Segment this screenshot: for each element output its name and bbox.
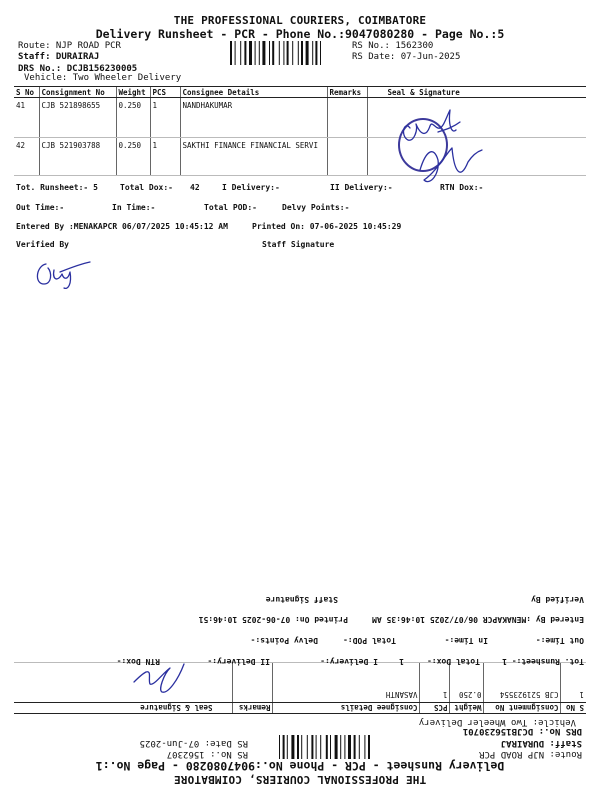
- col-consignment: Consignment No: [484, 703, 561, 714]
- staff-label: Staff: DURAIRAJ: [500, 738, 582, 748]
- total-pod-label: Total POD:-: [204, 203, 257, 212]
- col-seal: Seal & Signature: [367, 87, 586, 98]
- route-label: Route: NJP ROAD PCR: [18, 41, 121, 51]
- total-dox-label: Total Dox:-: [120, 183, 173, 192]
- col-consignee: Consignee Details: [180, 87, 327, 98]
- table-row: [14, 138, 586, 176]
- rs-date: RS Date: 07-Jun-2025: [352, 52, 461, 62]
- company-name: THE PROFESSIONAL COURIERS, COIMBATORE: [173, 773, 427, 786]
- cell-remarks: [327, 98, 367, 138]
- col-seal: Seal & Signature: [14, 703, 233, 714]
- total-pod-label: Total POD:-: [343, 636, 396, 645]
- rs-number: RS No.: 1562307: [166, 749, 248, 759]
- runsheet-title: Delivery Runsheet - PCR - Phone No.:9047080280 - Page No.:5: [95, 27, 505, 41]
- route-label: Route: NJP ROAD PCR: [479, 749, 582, 759]
- ii-delivery-label: II Delivery:-: [207, 657, 270, 666]
- col-pcs: PCS: [420, 703, 450, 714]
- col-consignee: Consignee Details: [273, 703, 420, 714]
- total-runsheet: Tot. Runsheet:- 5: [16, 183, 98, 192]
- printed-on: Printed On: 07-06-2025 10:46:51: [198, 615, 348, 624]
- col-sno: S No: [561, 703, 586, 714]
- printed-on: Printed On: 07-06-2025 10:45:29: [252, 222, 402, 231]
- col-sno: S No: [14, 87, 39, 98]
- col-weight: Weight: [450, 703, 484, 714]
- cell-consignment: CJB 521923554: [484, 663, 561, 703]
- delivery-points-label: Delvy Points:-: [250, 636, 318, 645]
- total-dox-value: 1: [399, 657, 404, 666]
- cell-remarks: [327, 138, 367, 176]
- rtn-dox-label: RTN Dox:-: [116, 657, 160, 666]
- staff-signature-label: Staff Signature: [262, 240, 335, 249]
- col-weight: Weight: [116, 87, 150, 98]
- staff-label: Staff: DURAIRAJ: [18, 52, 100, 62]
- company-name: THE PROFESSIONAL COURIERS, COIMBATORE: [173, 14, 427, 27]
- runsheet-page-1: [0, 400, 600, 800]
- rs-date: RS Date: 07-Jun-2025: [139, 738, 248, 748]
- cell-consignee: VASANTH: [273, 663, 420, 703]
- cell-consignee: NANDHAKUMAR: [180, 98, 327, 138]
- cell-weight: 0.250: [116, 138, 150, 176]
- cell-consignee: SAKTHI FINANCE FINANCIAL SERVI: [180, 138, 327, 176]
- cell-consignment: CJB 521898655: [39, 98, 116, 138]
- cell-consignment: CJB 521903788: [39, 138, 116, 176]
- cell-seal: [14, 663, 233, 703]
- drs-number: DRS No.: DCJB156230005: [18, 64, 138, 74]
- cell-sno: 1: [561, 663, 586, 703]
- drs-number: DRS No.: DCJB156230701: [462, 726, 582, 736]
- barcode-icon: [228, 40, 346, 66]
- entered-by: Entered By :MENAKAPCR 06/07/2025 10:46:35 AM: [372, 615, 584, 624]
- verified-by-label: Verified By: [531, 595, 584, 604]
- table-row: [14, 98, 586, 138]
- verifier-signature-icon: [30, 254, 100, 294]
- total-runsheet: Tot. Runsheet:- 1: [502, 657, 584, 666]
- cell-remarks: [233, 663, 273, 703]
- cell-sno: 41: [14, 98, 39, 138]
- cell-weight: 0.250: [450, 663, 484, 703]
- entered-by: Entered By :MENAKAPCR 06/07/2025 10:45:12 AM: [16, 222, 228, 231]
- staff-signature-label: Staff Signature: [265, 595, 338, 604]
- i-delivery-label: I Delivery:-: [222, 183, 280, 192]
- col-consignment: Consignment No: [39, 87, 116, 98]
- barcode-icon: [254, 734, 372, 760]
- total-dox-value: 42: [190, 183, 200, 192]
- table-header-row: [14, 703, 586, 714]
- col-pcs: PCS: [150, 87, 180, 98]
- runsheet-title: Delivery Runsheet - PCR - Phone No.:9047080280 - Page No.:1: [95, 759, 505, 773]
- delivery-points-label: Delvy Points:-: [282, 203, 350, 212]
- in-time-label: In Time:-: [444, 636, 488, 645]
- cell-weight: 0.250: [116, 98, 150, 138]
- col-remarks: Remarks: [327, 87, 367, 98]
- table-header-row: [14, 87, 586, 98]
- total-dox-label: Total Dox:-: [427, 657, 480, 666]
- out-time-label: Out Time:-: [535, 636, 584, 645]
- ii-delivery-label: II Delivery:-: [330, 183, 393, 192]
- cell-pcs: 1: [420, 663, 450, 703]
- rs-number: RS No.: 1562300: [352, 41, 434, 51]
- in-time-label: In Time:-: [112, 203, 156, 212]
- out-time-label: Out Time:-: [16, 203, 65, 212]
- col-remarks: Remarks: [233, 703, 273, 714]
- rtn-dox-label: RTN Dox:-: [440, 183, 484, 192]
- runsheet-table: [14, 662, 586, 714]
- table-row: [14, 663, 586, 703]
- cell-pcs: 1: [150, 98, 180, 138]
- i-delivery-label: I Delivery:-: [320, 657, 378, 666]
- vehicle-label: Vehicle: Two Wheeler Delivery: [24, 73, 182, 83]
- vehicle-label: Vehicle: Two Wheeler Delivery: [418, 717, 576, 727]
- cell-pcs: 1: [150, 138, 180, 176]
- cell-sno: 42: [14, 138, 39, 176]
- runsheet-table: [14, 86, 586, 176]
- verified-by-label: Verified By: [16, 240, 69, 249]
